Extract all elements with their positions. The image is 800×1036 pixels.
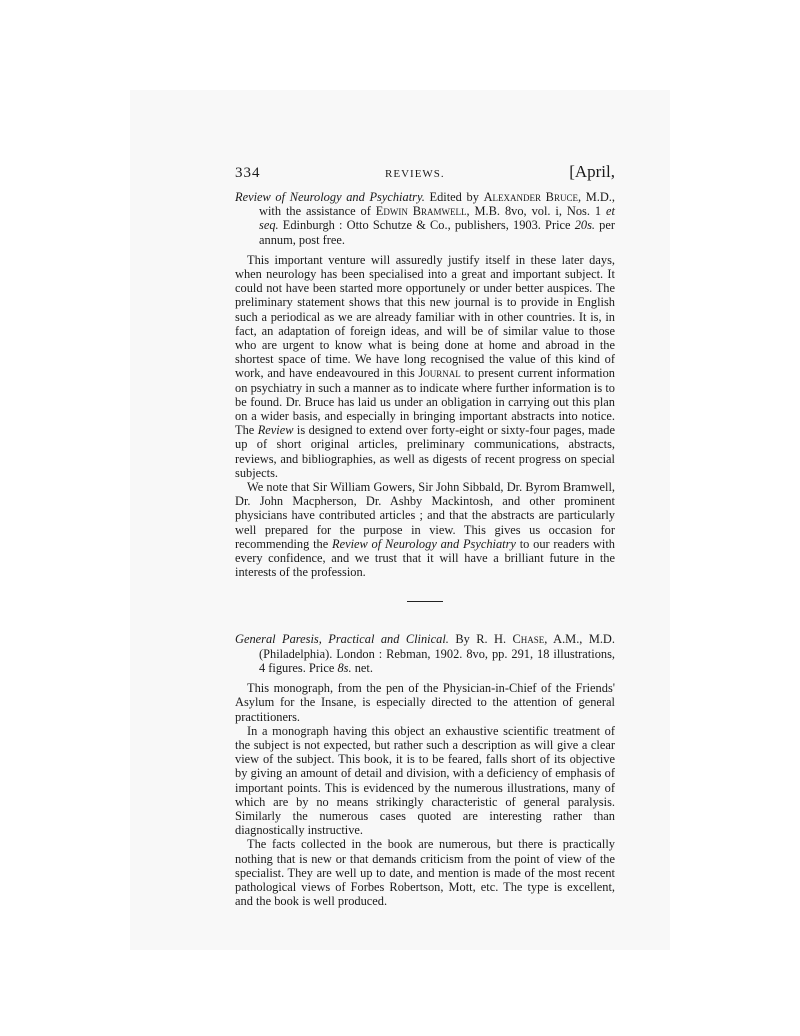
review-2-paragraph-3: The facts collected in the book are numerous, but there is practically nothing that is new or that demands criticism from the point of view of the specialist. They are well up to date, and mention is made of the most recent pathological views of Forbes Robertson, Mott, etc. The type is excellent, and the book is well produced. <box>235 837 615 909</box>
review-general-paresis <box>235 632 615 908</box>
running-head: REVIEWS. <box>385 168 445 180</box>
journal-page <box>235 162 615 908</box>
review-1-paragraph-2: We note that Sir William Gowers, Sir John Sibbald, Dr. Byrom Bramwell, Dr. John Macpherson, Dr. Ashby Mackintosh, and other prominent physicians have contributed articles ; and that the abstracts are particularly well prepared for the purpose in view. This gives us occasion for recommending the Review of Neurology and Psychiatry to our readers with every confidence, and we trust that it will have a brilliant future in the interests of the profession. <box>235 480 615 580</box>
issue-month: [April, <box>569 162 615 181</box>
review-2-author: Chase <box>512 632 545 647</box>
page-header <box>235 162 615 184</box>
page-number: 334 <box>235 165 261 181</box>
review-2-title: General Paresis, Practical and Clinical. <box>235 632 449 647</box>
section-divider <box>407 601 443 602</box>
review-2-paragraph-2: In a monograph having this object an exhaustive scientific treatment of the subject is not expected, but rather such a description as will give a clear view of the subject. This book, it is to be feared, falls short of its objective by giving an amount of detail and division, with a deficiency of emphasis of important points. This is evidenced by the numerous illustrations, many of which are by no means strikingly characteristic of general paralysis. Similarly the numerous cases quoted are interesting rather than diagnostically instructive. <box>235 723 615 838</box>
review-1-assistant: Edwin Bramwell <box>375 204 467 219</box>
review-2-paragraph-1: This monograph, from the pen of the Physician-in-Chief of the Friends' Asylum for the Insane, is especially directed to the attention of general practitioners. <box>235 681 615 724</box>
review-2-citation: General Paresis, Practical and Clinical. By R. H. Chase, A.M., M.D. (Philadelphia). London : Rebman, 1902. 8vo, pp. 291, 18 illustrations, 4 figures. Price 8s. net. <box>235 632 615 675</box>
review-1-paragraph-1: This important venture will assuredly justify itself in these later days, when neurology has been specialised into a great and important subject. It could not have been started more opportunely or under better auspices. The preliminary statement shows that this new journal is to provide in English such a periodical as we are already familiar with in other countries. It is, in fact, an adaptation of foreign ideas, and will be of similar value to those who are urgent to know what is being done at home and abroad in the shortest space of time. We have long recognised the value of this kind of work, and have endeavoured in this Journal to present current information on psychiatry in such a manner as to indicate where further information is to be found. Dr. Bruce has laid us under an obligation in carrying out this plan on a wider basis, and especially in bringing important abstracts into notice. The Review is designed to extend over forty-eight or sixty-four pages, made up of short original articles, preliminary communications, abstracts, reviews, and bibliographies, as well as digests of recent progress on special subjects. <box>235 252 615 480</box>
review-1-title: Review of Neurology and Psychiatry. <box>235 190 425 204</box>
review-1-editor: Alexander Bruce <box>483 190 578 204</box>
review-neurology-psychiatry <box>235 190 615 579</box>
review-1-citation: Review of Neurology and Psychiatry. Edited by Alexander Bruce, M.D., with the assistance of Edwin Bramwell, M.B. 8vo, vol. i, Nos. 1 et seq. Edinburgh : Otto Schutze & Co., publishers, 1903. Price 20s. per annum, post free. <box>235 190 615 247</box>
